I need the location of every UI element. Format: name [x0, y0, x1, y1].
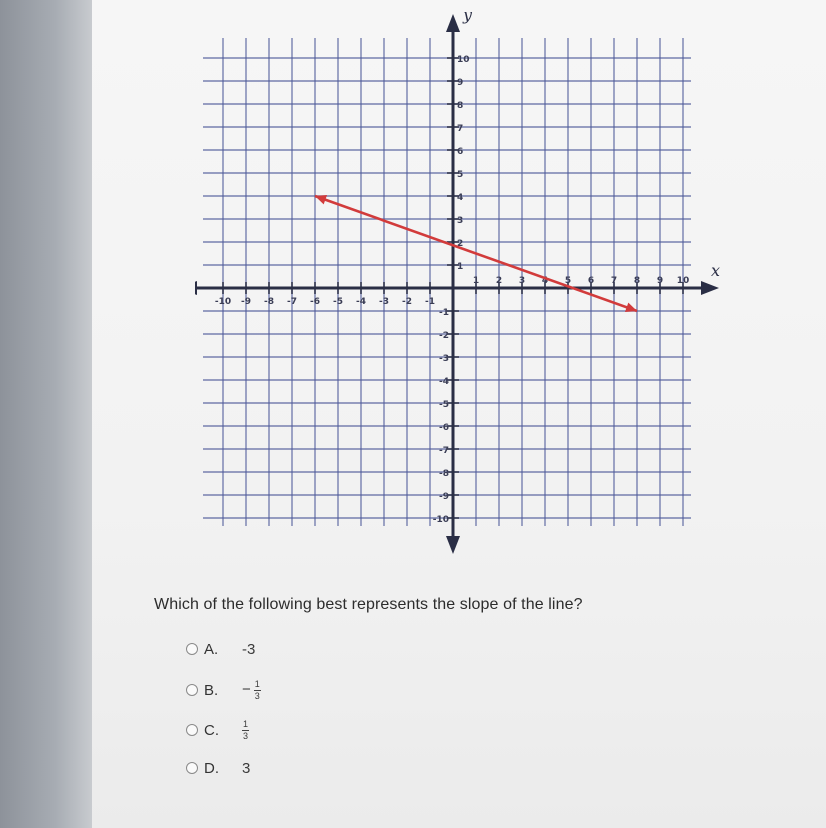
- choice-c-numerator: 1: [242, 718, 248, 729]
- choice-a-value: -3: [242, 640, 256, 658]
- y-tick-label: -1: [439, 308, 449, 318]
- choice-c-value: [242, 720, 249, 741]
- y-tick-label: -10: [432, 515, 449, 525]
- x-tick-label: 3: [518, 276, 526, 286]
- x-tick-label: 10: [676, 276, 690, 286]
- x-tick-label: -8: [264, 297, 274, 307]
- y-tick-label: 1: [457, 262, 464, 272]
- y-tick-label: -9: [439, 492, 449, 502]
- choice-b-value: [242, 680, 261, 701]
- x-tick-label: -5: [333, 297, 343, 307]
- radio-a[interactable]: [186, 643, 198, 655]
- y-tick-label: 6: [457, 147, 464, 157]
- x-axis-label: x: [711, 261, 721, 280]
- x-tick-label: -3: [379, 297, 389, 307]
- x-tick-label: 9: [656, 276, 664, 286]
- choice-b-denominator: 3: [254, 690, 260, 701]
- x-tick-label: -6: [310, 297, 320, 307]
- x-tick-label: 8: [633, 276, 641, 286]
- x-axis-right-arrow-icon: [701, 281, 719, 295]
- x-tick-label: 4: [541, 276, 549, 286]
- x-tick-label: 1: [472, 276, 480, 286]
- y-tick-label: -7: [439, 446, 449, 456]
- y-tick-label: 2: [457, 239, 464, 249]
- y-tick-label: 8: [457, 101, 464, 111]
- x-tick-label: -2: [402, 297, 412, 307]
- x-tick-label: 6: [587, 276, 595, 286]
- choice-c-fraction: [242, 720, 249, 741]
- choice-b-sign: −: [242, 680, 251, 698]
- x-tick-label: -10: [214, 297, 232, 307]
- choice-c[interactable]: [186, 718, 249, 742]
- x-tick-label: 5: [564, 276, 572, 286]
- coordinate-graph: [195, 12, 735, 557]
- choice-b[interactable]: [186, 678, 261, 702]
- y-tick-label: -3: [439, 354, 449, 364]
- y-tick-label: 4: [457, 193, 464, 203]
- x-tick-label: -1: [425, 297, 435, 307]
- radio-c[interactable]: [186, 724, 198, 736]
- y-tick-label: 3: [457, 216, 464, 226]
- y-tick-label: -2: [439, 331, 449, 341]
- choice-b-fraction: [254, 680, 261, 701]
- choice-d-letter: D.: [204, 759, 219, 777]
- radio-b[interactable]: [186, 684, 198, 696]
- y-tick-label: 7: [457, 124, 464, 134]
- choice-b-letter: B.: [204, 681, 219, 699]
- choice-d[interactable]: [186, 756, 250, 780]
- line-end-arrow-icon: [625, 303, 637, 312]
- y-tick-label: 5: [457, 170, 464, 180]
- y-axis-down-arrow-icon: [446, 536, 460, 554]
- y-tick-label: -8: [439, 469, 449, 479]
- y-tick-label: 10: [457, 55, 470, 65]
- y-axis-label: y: [463, 12, 473, 24]
- left-bezel: [0, 0, 92, 828]
- choice-b-numerator: 1: [254, 678, 260, 689]
- line-start-arrow-icon: [315, 195, 327, 204]
- question-text: Which of the following best represents the slope of the line?: [154, 596, 583, 613]
- x-tick-label: 2: [495, 276, 503, 286]
- y-axis-up-arrow-icon: [446, 14, 460, 32]
- choice-c-letter: C.: [204, 721, 219, 739]
- choice-c-denominator: 3: [242, 730, 248, 741]
- choice-d-value: 3: [242, 759, 251, 777]
- y-tick-label: 9: [457, 78, 464, 88]
- radio-d[interactable]: [186, 762, 198, 774]
- y-tick-label: -4: [439, 377, 449, 387]
- y-tick-label: -6: [439, 423, 449, 433]
- x-tick-label: -4: [356, 297, 366, 307]
- x-tick-label: -9: [241, 297, 251, 307]
- choice-a-letter: A.: [204, 640, 219, 658]
- y-tick-label: -5: [439, 400, 449, 410]
- x-tick-label: -7: [287, 297, 297, 307]
- x-tick-label: 7: [610, 276, 618, 286]
- x-axis-left-arrow-icon: [195, 281, 197, 295]
- choice-a[interactable]: [186, 637, 255, 661]
